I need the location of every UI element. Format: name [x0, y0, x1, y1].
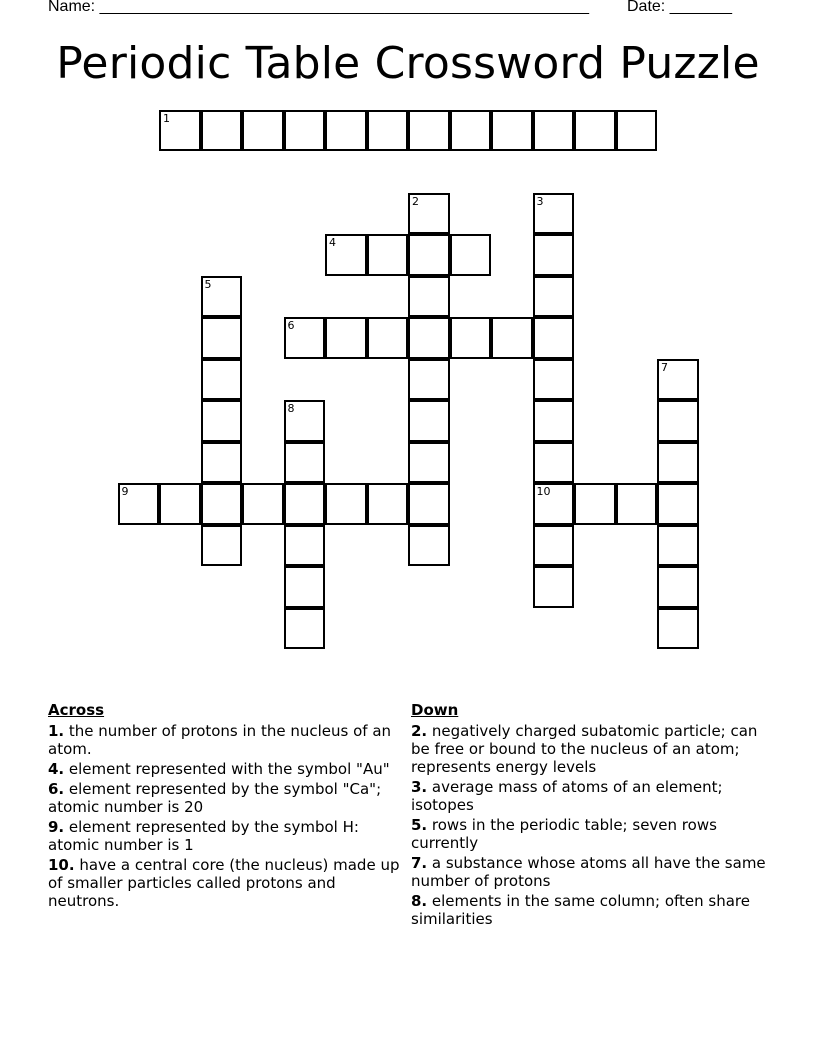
crossword-cell[interactable]	[574, 483, 616, 525]
crossword-cell[interactable]	[408, 359, 450, 401]
down-clue	[411, 816, 771, 852]
clue-number: 8.	[411, 892, 428, 910]
crossword-cell[interactable]	[616, 110, 658, 152]
clue-text: elements in the same column; often share similarities	[411, 892, 750, 928]
cell-number: 6	[287, 319, 295, 332]
crossword-cell[interactable]	[533, 442, 575, 484]
crossword-cell[interactable]	[201, 317, 243, 359]
crossword-cell[interactable]	[657, 400, 699, 442]
across-clue	[48, 818, 410, 854]
crossword-cell[interactable]	[408, 276, 450, 318]
clue-number: 4.	[48, 760, 65, 778]
down-clue	[411, 778, 771, 814]
crossword-cell[interactable]	[201, 483, 243, 525]
crossword-cell[interactable]	[367, 483, 409, 525]
crossword-cell[interactable]	[325, 234, 367, 276]
crossword-cell[interactable]	[408, 234, 450, 276]
crossword-cell[interactable]	[657, 442, 699, 484]
crossword-cell[interactable]	[284, 110, 326, 152]
crossword-cell[interactable]	[533, 483, 575, 525]
across-clue	[48, 722, 410, 758]
clue-number: 9.	[48, 818, 65, 836]
crossword-cell[interactable]	[201, 276, 243, 318]
crossword-cell[interactable]	[284, 483, 326, 525]
crossword-cell[interactable]	[533, 193, 575, 235]
crossword-cell[interactable]	[325, 317, 367, 359]
clue-text: have a central core (the nucleus) made up of smaller particles called protons and neutrons.	[48, 856, 400, 910]
crossword-cell[interactable]	[284, 317, 326, 359]
crossword-cell[interactable]	[657, 525, 699, 567]
crossword-cell[interactable]	[408, 110, 450, 152]
crossword-cell[interactable]	[367, 234, 409, 276]
clue-number: 1.	[48, 722, 65, 740]
crossword-cell[interactable]	[408, 442, 450, 484]
date-field-line: Date: _______	[627, 0, 732, 15]
crossword-cell[interactable]	[325, 110, 367, 152]
crossword-cell[interactable]	[201, 110, 243, 152]
crossword-cell[interactable]	[533, 359, 575, 401]
crossword-cell[interactable]	[201, 525, 243, 567]
cell-number: 10	[536, 485, 551, 498]
clue-number: 5.	[411, 816, 428, 834]
crossword-cell[interactable]	[657, 483, 699, 525]
across-clue	[48, 760, 410, 778]
crossword-cell[interactable]	[408, 400, 450, 442]
clue-text: rows in the periodic table; seven rows currently	[411, 816, 717, 852]
down-heading: Down	[411, 701, 459, 719]
crossword-cell[interactable]	[159, 483, 201, 525]
crossword-cell[interactable]	[491, 110, 533, 152]
name-field-line: Name: _______________________________________________________	[48, 0, 589, 15]
cell-number: 9	[121, 485, 129, 498]
crossword-cell[interactable]	[408, 317, 450, 359]
clue-text: a substance whose atoms all have the same number of protons	[411, 854, 766, 890]
cell-number: 2	[412, 194, 419, 208]
crossword-cell[interactable]	[408, 525, 450, 567]
crossword-cell[interactable]	[118, 483, 160, 525]
clue-text: element represented with the symbol "Au"	[64, 760, 390, 778]
clue-text: element represented by the symbol H: atomic number is 1	[48, 818, 359, 854]
crossword-cell[interactable]	[574, 110, 616, 152]
clue-text: average mass of atoms of an element; isotopes	[411, 778, 723, 814]
crossword-cell[interactable]	[533, 525, 575, 567]
cell-number: 4	[329, 236, 336, 249]
across-clues	[48, 701, 410, 912]
down-clues	[411, 701, 771, 930]
clue-number: 6.	[48, 780, 65, 798]
crossword-cell[interactable]	[408, 193, 450, 235]
crossword-cell[interactable]	[533, 276, 575, 318]
crossword-cell[interactable]	[657, 566, 699, 608]
crossword-cell[interactable]	[367, 110, 409, 152]
down-clue	[411, 854, 771, 890]
crossword-cell[interactable]	[533, 110, 575, 152]
clue-number: 3.	[411, 778, 428, 796]
crossword-cell[interactable]	[450, 234, 492, 276]
across-heading: Across	[48, 701, 105, 719]
crossword-cell[interactable]	[657, 608, 699, 650]
clue-text: element represented by the symbol "Ca"; atomic number is 20	[48, 780, 382, 816]
cell-number: 8	[287, 402, 295, 415]
across-clue	[48, 856, 410, 910]
crossword-cell[interactable]	[284, 442, 326, 484]
cell-number: 5	[204, 277, 212, 291]
crossword-cell[interactable]	[201, 359, 243, 401]
clue-text: negatively charged subatomic particle; can be free or bound to the nucleus of an atom; represents energy levels	[411, 722, 758, 776]
crossword-cell[interactable]	[533, 234, 575, 276]
clue-number: 10.	[48, 856, 75, 874]
down-clue	[411, 722, 771, 776]
crossword-cell[interactable]	[533, 566, 575, 608]
crossword-cell[interactable]	[159, 110, 201, 152]
crossword-cell[interactable]	[367, 317, 409, 359]
clue-number: 2.	[411, 722, 428, 740]
crossword-cell[interactable]	[284, 400, 326, 442]
clue-text: the number of protons in the nucleus of an atom.	[48, 722, 392, 758]
crossword-cell[interactable]	[242, 110, 284, 152]
crossword-cell[interactable]	[533, 317, 575, 359]
cell-number: 7	[661, 360, 668, 374]
cell-number: 1	[163, 111, 170, 125]
crossword-cell[interactable]	[284, 566, 326, 608]
puzzle-title: Periodic Table Crossword Puzzle	[56, 38, 760, 89]
down-clue	[411, 892, 771, 928]
crossword-cell[interactable]	[201, 400, 243, 442]
crossword-cell[interactable]	[616, 483, 658, 525]
crossword-cell[interactable]	[284, 608, 326, 650]
crossword-cell[interactable]	[284, 525, 326, 567]
crossword-cell[interactable]	[201, 442, 243, 484]
crossword-cell[interactable]	[491, 317, 533, 359]
crossword-cell[interactable]	[408, 483, 450, 525]
crossword-cell[interactable]	[657, 359, 699, 401]
crossword-cell[interactable]	[242, 483, 284, 525]
crossword-cell[interactable]	[450, 317, 492, 359]
clue-number: 7.	[411, 854, 428, 872]
cell-number: 3	[536, 194, 544, 208]
crossword-cell[interactable]	[450, 110, 492, 152]
crossword-cell[interactable]	[533, 400, 575, 442]
crossword-cell[interactable]	[325, 483, 367, 525]
across-clue	[48, 780, 410, 816]
